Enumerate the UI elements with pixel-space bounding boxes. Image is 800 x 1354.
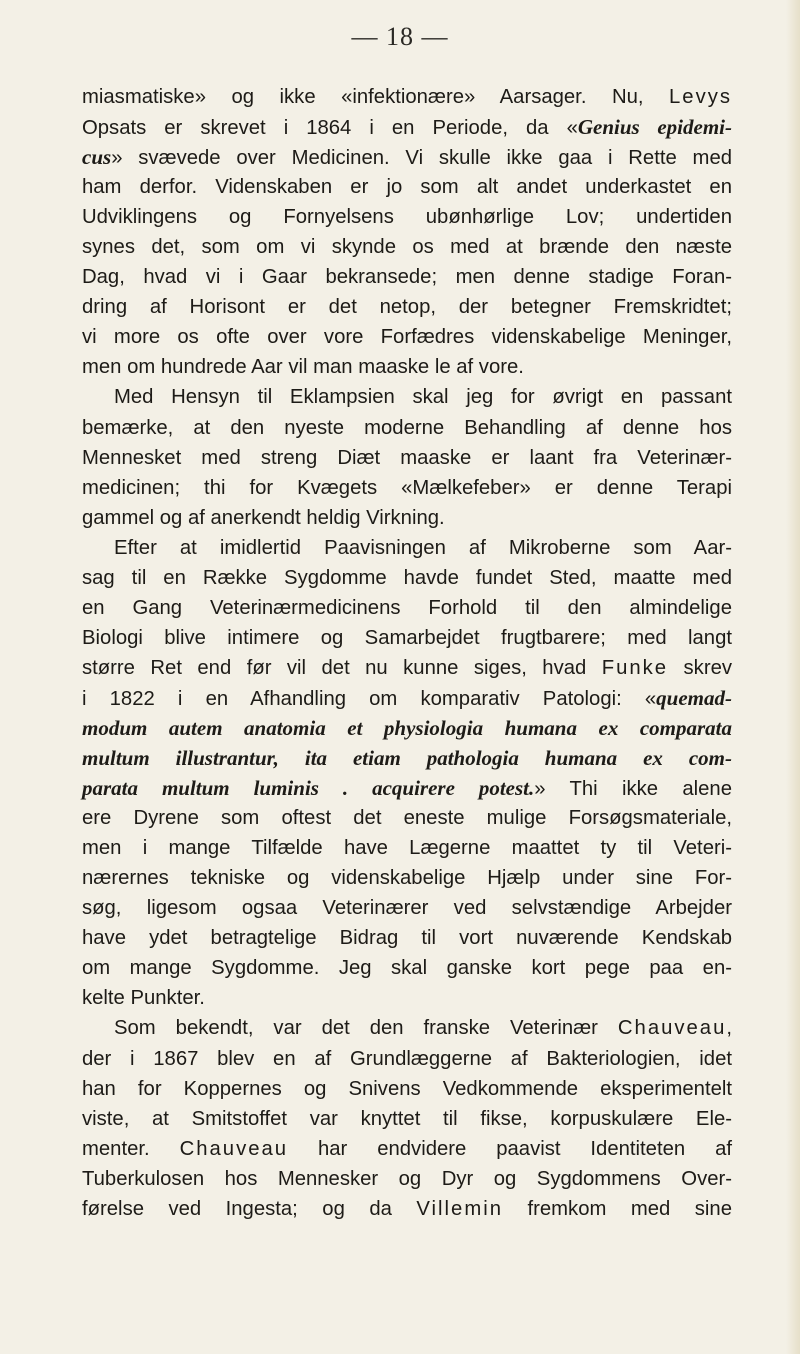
text-line: Efter at imidlertid Paavisningen af Mikroberne som Aar- — [114, 536, 732, 559]
text-line: men om hundrede Aar vil man maaske le af vore. — [82, 356, 524, 379]
text-line: nærernes tekniske og videnskabelige Hjælp under sine For- — [82, 867, 732, 890]
text-line: cus» svævede over Medicinen. Vi skulle ikke gaa i Rette med — [82, 145, 732, 170]
text-line: han for Koppernes og Snivens Vedkommende eksperimentelt — [82, 1077, 732, 1100]
text-line: Som bekendt, var det den franske Veterinær Chauveau, — [114, 1017, 732, 1040]
text-line: om mange Sygdomme. Jeg skal ganske kort pege paa en- — [82, 957, 732, 980]
text-line: Mennesket med streng Diæt maaske er laant fra Veterinær- — [82, 446, 732, 469]
author-name: Villemin — [416, 1197, 504, 1220]
author-name: Funke — [601, 656, 669, 679]
latin-quote: multum illustrantur, ita etiam pathologia humana ex com- — [82, 746, 732, 771]
text-line: menter. Chauveau har endvidere paavist Identiteten af — [82, 1137, 732, 1160]
text-line: medicinen; thi for Kvægets «Mælkefeber» er denne Terapi — [82, 476, 732, 499]
text-line: men i mange Tilfælde have Lægerne maattet ty til Veteri- — [82, 837, 732, 860]
latin-quote: modum autem anatomia et physiologia humana ex comparata — [82, 715, 732, 740]
text-line: dring af Horisont er det netop, der betegner Fremskridtet; — [82, 296, 732, 319]
text-line: kelte Punkter. — [82, 987, 205, 1010]
page-edge-shadow — [786, 0, 800, 1354]
text-line: vi more os ofte over vore Forfædres videnskabelige Meninger, — [82, 326, 732, 349]
latin-quote: quemad- — [656, 685, 732, 710]
latin-phrase: cus — [82, 145, 112, 170]
body-text — [82, 82, 732, 1224]
text-line: ham derfor. Videnskaben er jo som alt andet underkastet en — [82, 176, 732, 199]
text-line: større Ret end før vil det nu kunne siges, hvad Funke skrev — [82, 656, 732, 679]
text-line: der i 1867 blev en af Grundlæggerne af Bakteriologien, idet — [82, 1047, 732, 1070]
text-line: bemærke, at den nyeste moderne Behandling af denne hos — [82, 416, 732, 439]
text-line: miasmatiske» og ikke «infektionære» Aarsager. Nu, Levys — [82, 86, 732, 108]
author-name: Chauveau — [179, 1137, 289, 1160]
text-line: en Gang Veterinærmedicinens Forhold til den almindelige — [82, 596, 732, 619]
text-line: Dag, hvad vi i Gaar bekransede; men denne stadige Foran- — [82, 266, 732, 289]
page-number — [0, 22, 800, 52]
text-line: Biologi blive intimere og Samarbejdet frugtbarere; med langt — [82, 626, 732, 649]
latin-quote: parata multum luminis . acquirere potest. — [82, 776, 535, 801]
text-line — [82, 713, 732, 743]
text-line: søg, ligesom ogsaa Veterinærer ved selvstændige Arbejder — [82, 897, 732, 920]
text-line: Med Hensyn til Eklampsien skal jeg for øvrigt en passant — [114, 386, 732, 409]
text-line: synes det, som om vi skynde os med at brænde den næste — [82, 236, 732, 259]
text-line: Tuberkulosen hos Mennesker og Dyr og Sygdommens Over- — [82, 1167, 732, 1190]
text-line: have ydet betragtelige Bidrag til vort nuværende Kendskab — [82, 927, 732, 950]
author-name: Levys — [669, 86, 732, 108]
text-line — [82, 743, 732, 773]
text-line: Udviklingens og Fornyelsens ubønhørlige Lov; undertiden — [82, 206, 732, 229]
text-line: i 1822 i en Afhandling om komparativ Patologi: «quemad- — [82, 685, 732, 710]
text-line: parata multum luminis . acquirere potest.» Thi ikke alene — [82, 776, 732, 801]
page-number-text: — 18 — — [351, 22, 449, 51]
text-line: ere Dyrene som oftest det eneste mulige Forsøgsmateriale, — [82, 807, 732, 830]
text-line: Opsats er skrevet i 1864 i en Periode, da «Genius epidemi- — [82, 115, 732, 140]
author-name: Chauveau — [617, 1017, 727, 1040]
latin-phrase: Genius epidemi- — [577, 115, 732, 140]
text-line: sag til en Række Sygdomme havde fundet Sted, maatte med — [82, 566, 732, 589]
text-line: førelse ved Ingesta; og da Villemin fremkom med sine — [82, 1197, 732, 1220]
text-line: gammel og af anerkendt heldig Virkning. — [82, 506, 445, 529]
text-line: viste, at Smitstoffet var knyttet til fikse, korpuskulære Ele- — [82, 1107, 732, 1130]
